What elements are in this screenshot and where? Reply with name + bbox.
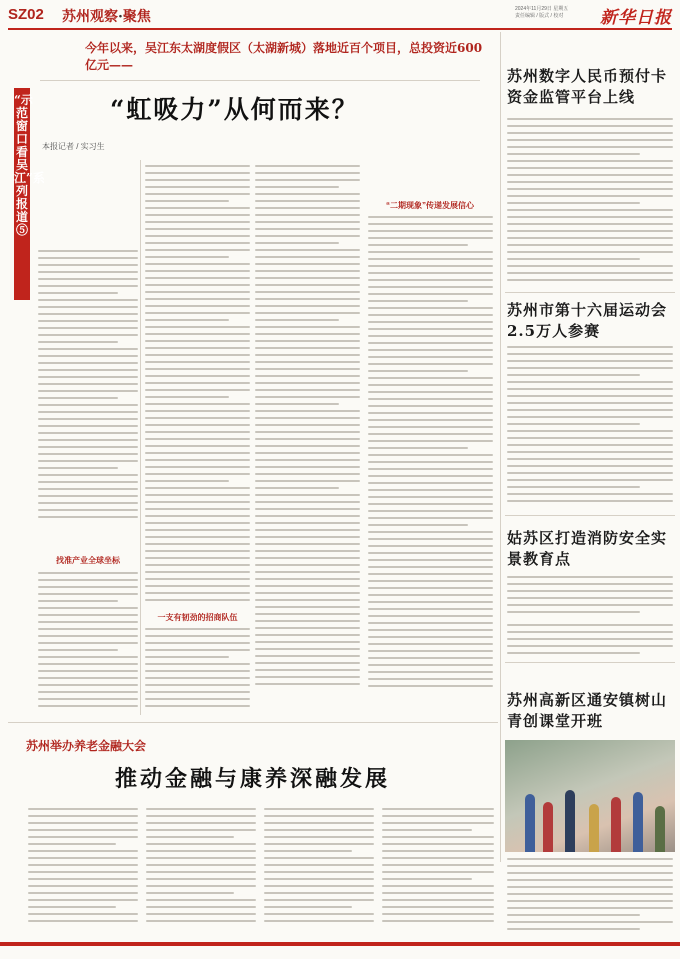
editor-line: 责任编辑 / 版式 / 校对	[515, 13, 564, 19]
bottom-col4	[382, 808, 494, 933]
lead-intro-text	[38, 250, 138, 550]
story-divider-2	[505, 515, 675, 516]
column-divider	[140, 160, 141, 715]
lead-body-col2	[145, 165, 250, 610]
subhead-industry: 找准产业全球坐标	[56, 556, 120, 565]
section-name: 苏州观察	[62, 9, 118, 25]
right-column-divider	[500, 32, 501, 862]
bottom-col3	[264, 808, 374, 933]
subhead-service: 一支有韧劲的招商队伍	[157, 613, 238, 622]
section-title: 苏州观察·聚焦	[62, 9, 151, 25]
story3-body-cont	[507, 624, 673, 664]
story-divider-1	[505, 292, 675, 293]
photo-caption	[507, 858, 673, 933]
story3-body	[507, 576, 673, 618]
footer-accent	[0, 942, 680, 946]
lead-divider	[40, 80, 480, 81]
page-number: SZ02	[8, 6, 44, 23]
story3-title: 姑苏区打造消防安全实景教育点	[507, 529, 668, 568]
bottom-col1	[28, 808, 138, 933]
series-tag: “示范窗口看吴江”系列报道⑤	[14, 88, 30, 300]
story1-body	[507, 118, 673, 288]
lead-kicker: 今年以来，吴江东太湖度假区（太湖新城）落地近百个项目，总投资近600亿元——	[85, 41, 483, 72]
lead-body-col2b	[145, 628, 250, 718]
lead-byline: 本报记者 / 实习生	[42, 142, 105, 151]
masthead-logo: 新华日报	[600, 8, 672, 28]
section-sub: 聚焦	[122, 9, 151, 25]
story4-title: 苏州高新区通安镇树山青创课堂开班	[507, 691, 668, 730]
story1-title: 苏州数字人民币预付卡资金监管平台上线	[507, 67, 668, 106]
bottom-divider	[8, 722, 498, 723]
bottom-headline: 推动金融与康养深融发展	[115, 766, 391, 792]
lead-body-col1	[38, 572, 138, 717]
story2-body	[507, 346, 673, 511]
header-rule	[8, 28, 672, 30]
lead-body-col4	[368, 216, 493, 716]
lead-headline: “虹吸力”从何而来？	[110, 95, 359, 124]
issue-meta	[515, 6, 568, 20]
lead-body-col3	[255, 165, 360, 717]
issue-date: 2024年11月29日 星期五	[515, 6, 569, 12]
bottom-kicker: 苏州举办养老金融大会	[26, 739, 147, 753]
subhead-second-space: “二期现象”传递发展信心	[386, 201, 474, 210]
bottom-col2	[146, 808, 256, 933]
story2-title: 苏州市第十六届运动会2.5万人参赛	[507, 301, 668, 340]
story4-photo	[505, 740, 675, 852]
story-divider-3	[505, 662, 675, 663]
